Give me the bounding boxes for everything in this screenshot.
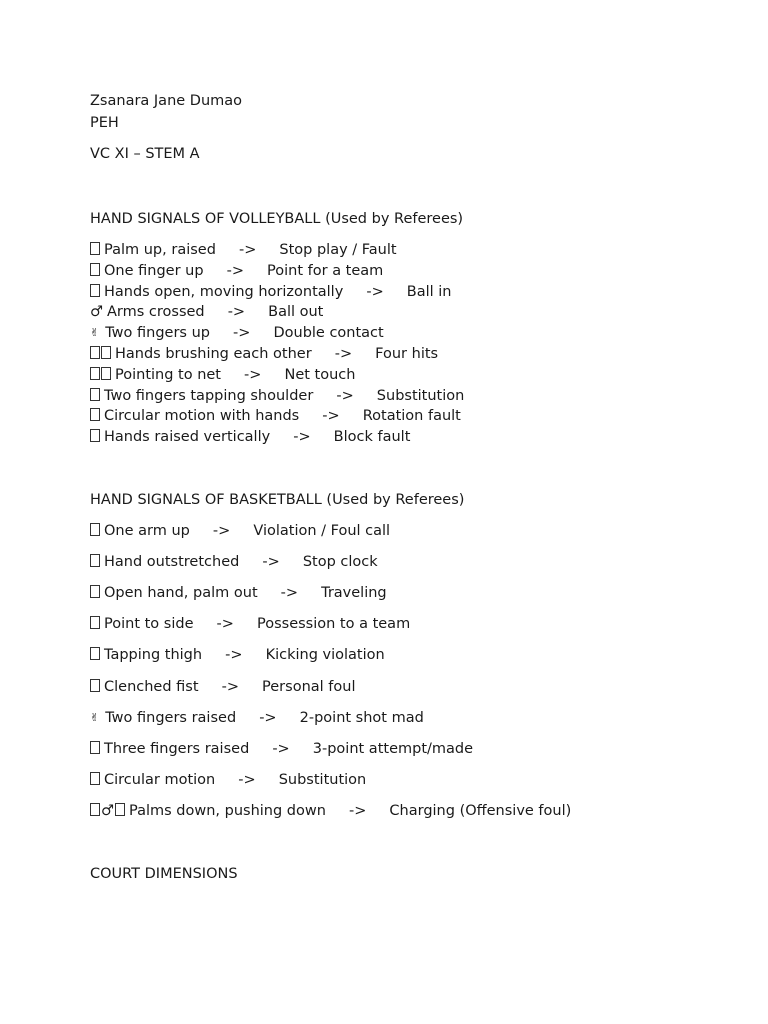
arrow-separator: -> (280, 585, 299, 602)
arrow-separator: -> (322, 408, 340, 425)
arrow-separator: -> (336, 387, 354, 404)
signal-description: Point to side (104, 616, 194, 633)
box-icon (90, 616, 104, 632)
signal-description: Circular motion (104, 771, 216, 788)
signal-description: Two fingers tapping shoulder (104, 387, 314, 404)
volleyball-heading: HAND SIGNALS OF VOLLEYBALL (Used by Referees) (90, 211, 464, 227)
box-icon (90, 585, 104, 601)
box-male-box-icon: ♂ (90, 803, 129, 819)
signal-description: Two fingers up (105, 325, 210, 342)
box-icon (90, 647, 104, 663)
volleyball-signal-row (90, 262, 383, 280)
arrow-separator: -> (226, 262, 244, 279)
signal-meaning: Personal foul (262, 678, 356, 695)
signal-meaning: Traveling (321, 585, 387, 602)
box-icon (90, 523, 104, 539)
basketball-signal-row (90, 522, 390, 540)
volleyball-signal-row (90, 283, 452, 301)
arrow-separator: -> (293, 429, 311, 446)
volleyball-signal-row (90, 345, 438, 363)
volleyball-signal-row (90, 324, 384, 342)
signal-description: Hands brushing each other (115, 346, 312, 362)
signal-description: Hand outstretched (104, 554, 240, 571)
signal-description: Two fingers raised (105, 709, 237, 726)
arrow-separator: -> (233, 325, 251, 342)
signal-meaning: Rotation fault (362, 408, 461, 425)
signal-description: Tapping thigh (104, 647, 203, 664)
signal-meaning: 3-point attempt/made (312, 740, 474, 757)
signal-meaning: 2-point shot mad (299, 709, 424, 726)
box-icon (90, 388, 104, 404)
volleyball-signal-row (90, 428, 410, 446)
basketball-signal-row (90, 615, 410, 633)
signal-meaning: Ball out (268, 304, 324, 321)
basketball-signal-row (90, 709, 424, 727)
signal-description: Three fingers raised (104, 740, 250, 757)
basketball-signal-row (90, 802, 571, 820)
arrow-separator: -> (238, 771, 256, 788)
box-icon (90, 554, 104, 570)
signal-description: Hands open, moving horizontally (104, 283, 344, 300)
volleyball-signal-row (90, 241, 397, 259)
signal-description: Arms crossed (107, 304, 205, 321)
arrow-separator: -> (366, 283, 384, 300)
box-icon (90, 741, 104, 757)
box-icon (90, 408, 104, 424)
arrow-separator: -> (216, 616, 234, 633)
box-icon (90, 772, 104, 788)
signal-meaning: Double contact (273, 325, 384, 342)
basketball-signal-row (90, 678, 355, 696)
signal-meaning: Possession to a team (256, 616, 411, 633)
arrow-separator: -> (334, 346, 353, 362)
signal-description: Circular motion with hands (104, 408, 300, 425)
signal-meaning: Net touch (284, 366, 356, 383)
basketball-signal-row (90, 584, 387, 602)
basketball-signal-row (90, 646, 385, 664)
arrow-separator: -> (259, 709, 277, 726)
signal-description: One finger up (104, 262, 204, 279)
signal-meaning: Stop play / Fault (279, 242, 397, 258)
victory-hand-icon: ✌ (90, 326, 100, 340)
arrow-separator: -> (212, 523, 231, 539)
basketball-signal-row (90, 771, 366, 789)
signal-description: Hands raised vertically (104, 429, 271, 446)
arrow-separator: -> (348, 802, 367, 819)
signal-description: Pointing to net (115, 366, 221, 383)
signal-meaning: Substitution (278, 771, 367, 788)
arrow-separator: -> (225, 647, 243, 664)
male-sign-icon: ♂ (90, 304, 103, 321)
box-icon (90, 263, 104, 279)
arrow-separator: -> (262, 554, 280, 571)
victory-hand-icon: ✌ (90, 710, 100, 724)
court-dimensions-heading: COURT DIMENSIONS (90, 866, 238, 882)
box-icon (90, 242, 104, 258)
arrow-separator: -> (227, 304, 246, 321)
signal-meaning: Ball in (406, 283, 452, 300)
signal-description: Palms down, pushing down (129, 802, 326, 819)
basketball-signal-row (90, 553, 378, 571)
box-icon (90, 429, 104, 445)
basketball-heading: HAND SIGNALS OF BASKETBALL (Used by Referees) (90, 492, 465, 508)
arrow-separator: -> (272, 740, 290, 757)
arrow-separator: -> (244, 366, 262, 383)
subject-label: PEH (90, 115, 119, 131)
signal-meaning: Point for a team (267, 262, 384, 279)
basketball-signal-row (90, 740, 473, 758)
section-label: VC XI – STEM A (90, 146, 200, 162)
signal-meaning: Substitution (376, 387, 465, 404)
signal-meaning: Violation / Foul call (253, 523, 391, 539)
signal-meaning: Charging (Offensive foul) (389, 802, 572, 819)
arrow-separator: -> (238, 242, 257, 258)
arrow-separator: -> (221, 678, 239, 695)
signal-meaning: Four hits (375, 346, 439, 362)
signal-description: Open hand, palm out (104, 585, 258, 602)
double-box-icon (90, 346, 115, 362)
signal-description: Palm up, raised (104, 242, 216, 258)
volleyball-signal-row (90, 303, 323, 321)
author-name: Zsanara Jane Dumao (90, 93, 243, 109)
volleyball-signal-row (90, 366, 355, 384)
double-box-icon (90, 367, 115, 383)
signal-meaning: Block fault (333, 429, 411, 446)
signal-description: Clenched fist (104, 678, 199, 695)
volleyball-signal-row (90, 407, 461, 425)
signal-description: One arm up (104, 523, 190, 539)
signal-meaning: Kicking violation (265, 647, 385, 664)
signal-meaning: Stop clock (302, 554, 378, 571)
volleyball-signal-row (90, 387, 464, 405)
box-icon (90, 284, 104, 300)
box-icon (90, 679, 104, 695)
